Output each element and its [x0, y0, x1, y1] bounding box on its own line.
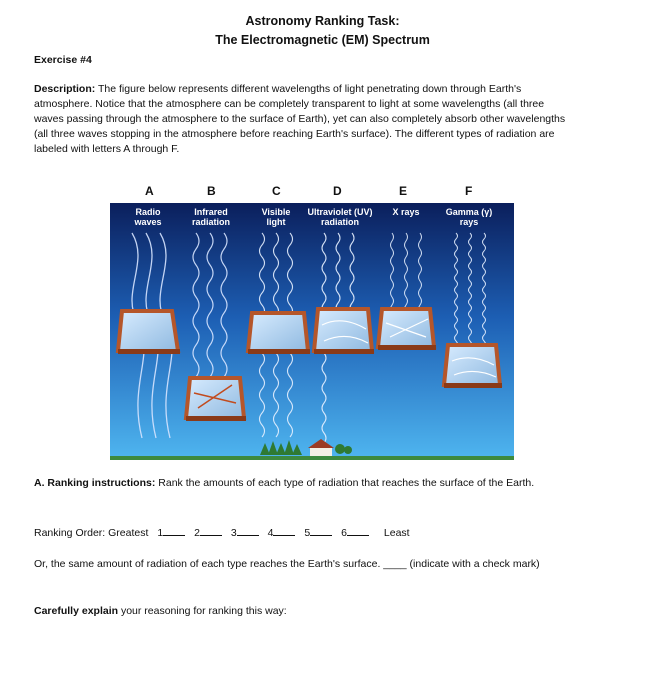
rank-number-2: 2 [194, 527, 200, 539]
letter-b: B [207, 184, 216, 198]
rank-blank-6[interactable] [347, 525, 369, 536]
explain-text: your reasoning for ranking this way: [120, 605, 287, 617]
label-xray-1: X rays [392, 207, 420, 217]
panel-c [248, 313, 310, 354]
em-spectrum-figure [110, 182, 514, 460]
rank-blank-1[interactable] [163, 525, 185, 536]
letter-f: F [465, 184, 473, 198]
exercise-label: Exercise #4 [34, 54, 92, 66]
same-amount-option: Or, the same amount of radiation of each type reaches the Earth's surface. ____ (indicate with a check mark) [34, 558, 540, 570]
rank-number-5: 5 [304, 527, 311, 539]
label-visible-1: Visible [261, 207, 291, 217]
rank-blank-5[interactable] [310, 525, 332, 536]
rank-number-3: 3 [230, 527, 237, 539]
panel-d [314, 309, 374, 354]
panel-a [118, 311, 180, 354]
panel-f [444, 345, 502, 388]
description-label: Description: [34, 83, 96, 95]
label-uv-2: radiation [320, 217, 360, 227]
ranking-suffix: Least [383, 527, 410, 539]
letter-a: A [145, 184, 154, 198]
label-radio-1: Radio [135, 207, 161, 217]
label-gamma-2: rays [459, 217, 479, 227]
rank-blank-3[interactable] [237, 525, 259, 536]
page-title: Astronomy Ranking Task: [245, 14, 400, 28]
panel-b [186, 378, 246, 421]
description-paragraph [34, 82, 574, 157]
ranking-text: Rank the amounts of each type of radiation that reaches the surface of the Earth. [158, 477, 535, 489]
description-text: The figure below represents different wavelengths of light penetrating down through Earth's atmosphere. Notice that the atmosphere can be completely transparent to light at some wavelengths (all three waves passing through the atmosphere to the surface of Earth), yet can also completely absorb other wavelengths (all three waves stopping in the atmosphere before reaching Earth's surface). The different types of radiation are labeled with letters A through F. [34, 83, 566, 155]
rank-blank-4[interactable] [273, 525, 295, 536]
rank-blank-2[interactable] [200, 525, 222, 536]
explain-prompt [34, 605, 287, 617]
label-infrared-2: radiation [191, 217, 231, 227]
panel-e [378, 309, 436, 350]
letter-d: D [333, 184, 342, 198]
rank-number-4: 4 [267, 527, 274, 539]
atmosphere-illustration [110, 203, 514, 460]
label-gamma-1: Gamma (γ) [445, 207, 493, 217]
label-radio-2: waves [134, 217, 162, 227]
ranking-order [34, 525, 410, 539]
label-infrared-1: Infrared [194, 207, 228, 217]
label-visible-2: light [266, 217, 286, 227]
ranking-instructions [34, 476, 594, 491]
figure-letters [110, 182, 514, 202]
page-subtitle: The Electromagnetic (EM) Spectrum [215, 33, 430, 47]
ranking-prefix: Ranking Order: Greatest [34, 527, 149, 539]
rank-number-1: 1 [157, 527, 164, 539]
explain-bold: Carefully explain [34, 605, 119, 617]
letter-c: C [272, 184, 281, 198]
label-uv-1: Ultraviolet (UV) [307, 207, 373, 217]
letter-e: E [399, 184, 408, 198]
ranking-label: A. Ranking instructions: [34, 477, 156, 489]
rank-number-6: 6 [341, 527, 347, 539]
